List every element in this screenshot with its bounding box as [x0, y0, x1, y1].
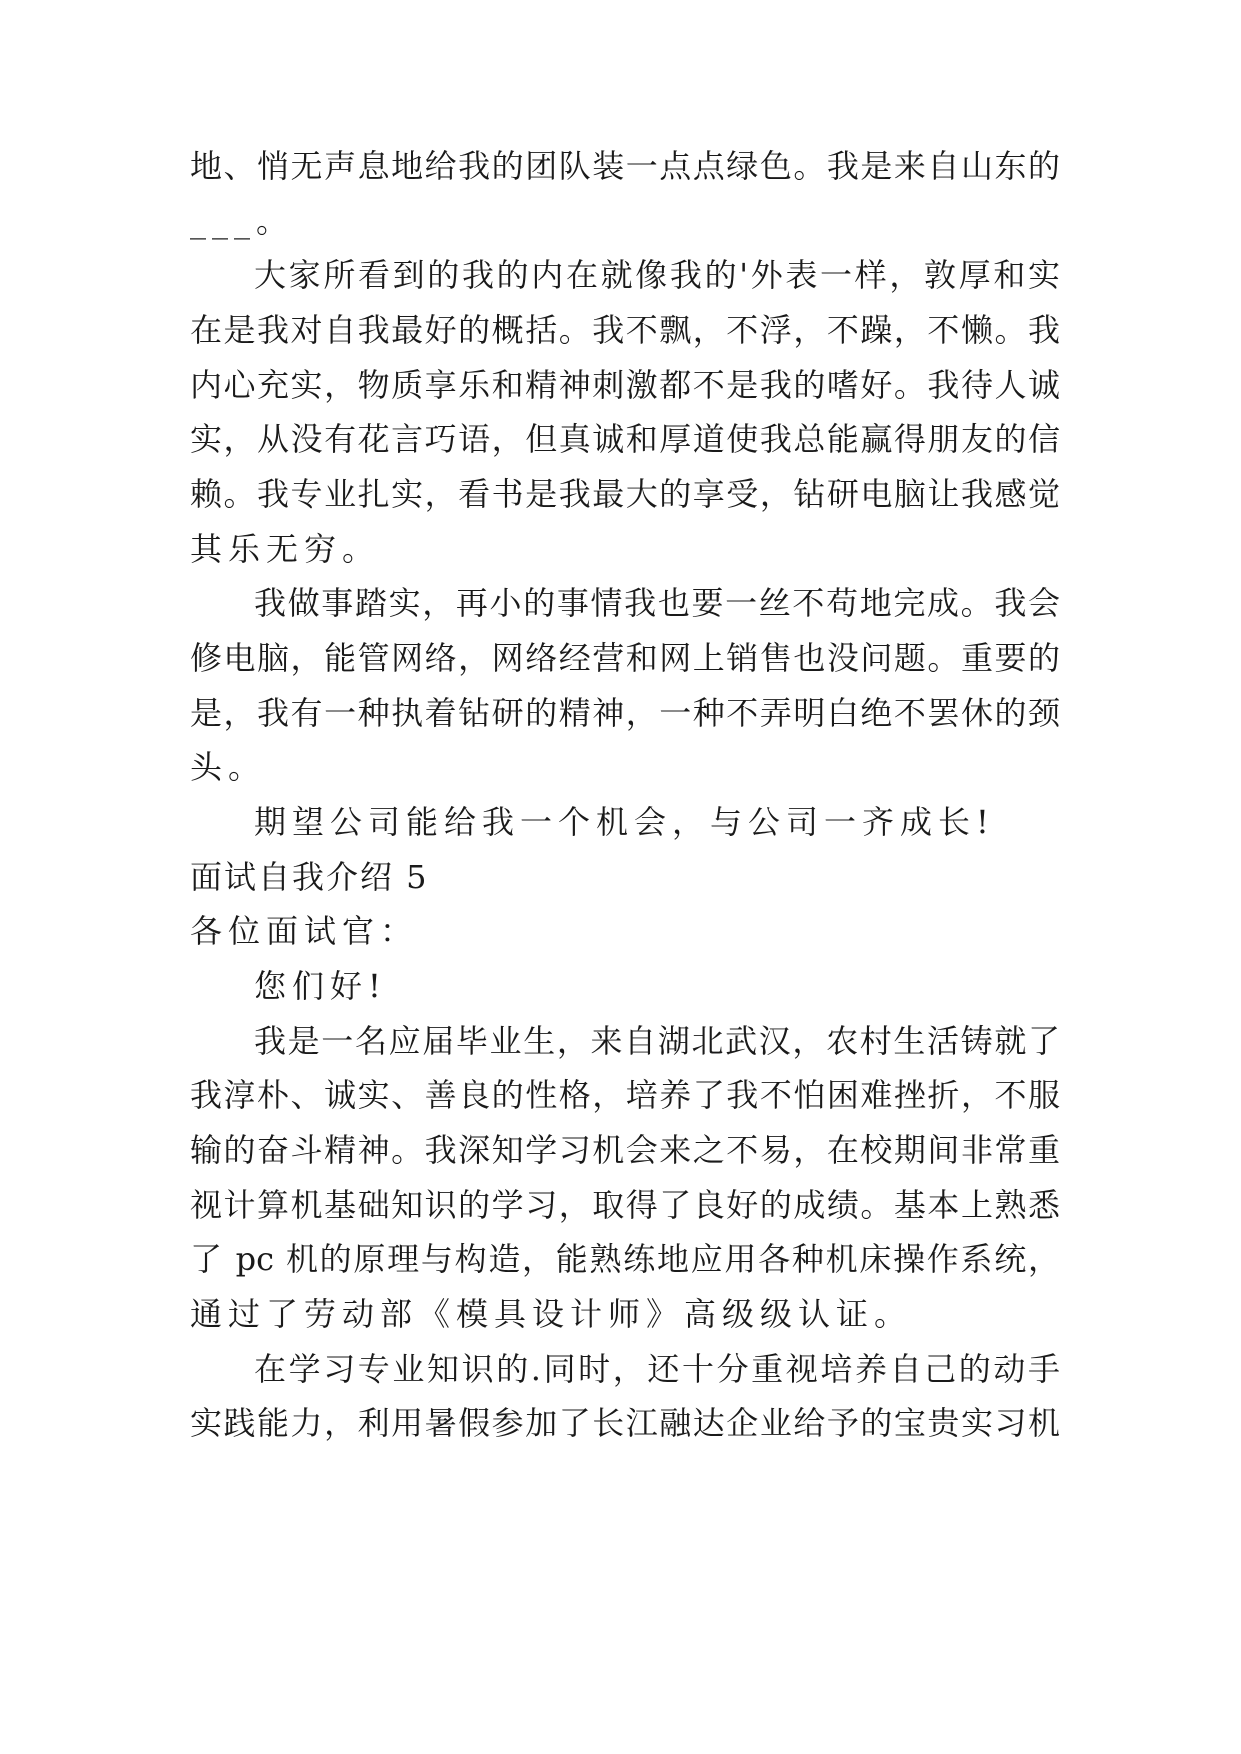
- paragraph-line: 修电脑，能管网络，网络经营和网上销售也没问题。重要的: [190, 639, 1060, 677]
- paragraph-line: 视计算机基础知识的学习，取得了良好的成绩。基本上熟悉: [190, 1186, 1060, 1224]
- paragraph-line: 在是我对自我最好的概括。我不飘，不浮，不躁，不懒。我: [190, 311, 1060, 349]
- paragraph-line: 是，我有一种执着钻研的精神，一种不弄明白绝不罢休的颈: [190, 694, 1060, 732]
- paragraph-line: 其乐无穷。: [190, 530, 381, 568]
- paragraph-line: 地、悄无声息地给我的团队装一点点绿色。我是来自山东的: [190, 147, 1060, 185]
- salutation: 各位面试官：: [190, 912, 419, 950]
- paragraph-line: 实践能力，利用暑假参加了长江融达企业给予的宝贵实习机: [190, 1404, 1060, 1442]
- paragraph-line: 大家所看到的我的内在就像我的'外表一样，敦厚和实: [254, 256, 1060, 294]
- paragraph-line: 头。: [190, 748, 267, 786]
- paragraph-line: 输的奋斗精神。我深知学习机会来之不易，在校期间非常重: [190, 1131, 1060, 1169]
- paragraph-line: 实，从没有花言巧语，但真诚和厚道使我总能赢得朋友的信: [190, 420, 1060, 458]
- paragraph-line: 我淳朴、诚实、善良的性格，培养了我不怕困难挫折，不服: [190, 1076, 1060, 1114]
- paragraph-line: 通过了劳动部《模具设计师》高级级认证。: [190, 1295, 913, 1333]
- paragraph-line: 我是一名应届毕业生，来自湖北武汉，农村生活铸就了: [254, 1022, 1060, 1060]
- paragraph-line: 期望公司能给我一个机会，与公司一齐成长!: [254, 803, 995, 841]
- greeting: 您们好!: [254, 967, 387, 1005]
- section-heading: 面试自我介绍 5: [190, 858, 429, 896]
- paragraph-line: 我做事踏实，再小的事情我也要一丝不苟地完成。我会: [254, 584, 1060, 622]
- paragraph-line: ___。: [190, 202, 295, 240]
- paragraph-line: 了 pc 机的原理与构造，能熟练地应用各种机床操作系统，: [190, 1240, 1060, 1278]
- paragraph-line: 内心充实，物质享乐和精神刺激都不是我的嗜好。我待人诚: [190, 366, 1060, 404]
- paragraph-line: 赖。我专业扎实，看书是我最大的享受，钻研电脑让我感觉: [190, 475, 1060, 513]
- paragraph-line: 在学习专业知识的.同时，还十分重视培养自己的动手: [254, 1350, 1060, 1388]
